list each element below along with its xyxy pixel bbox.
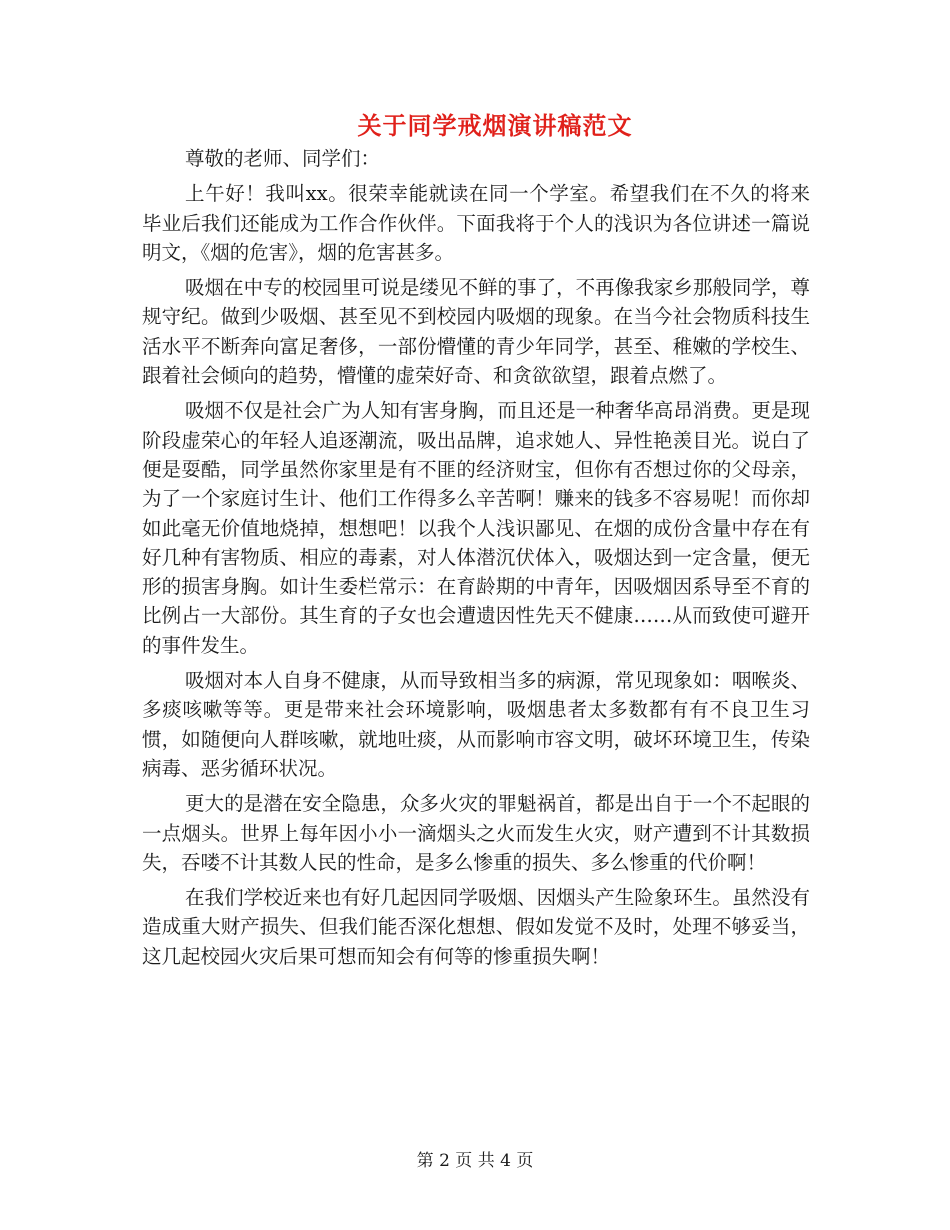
paragraph-greeting: 上午好！我叫xx。很荣幸能就读在同一个学室。希望我们在不久的将来毕业后我们还能成为工作合作伙伴。下面我将于个人的浅识为各位讲述一篇说明文，《烟的危害》，烟的危害甚多。 — [142, 182, 810, 264]
paragraph-fire-hazard: 更大的是潜在安全隐患，众多火灾的罪魁祸首，都是出自于一个不起眼的一点烟头。世界上每年因小小一滴烟头之火而发生火灾，财产遭到不计其数损失，吞喽不计其数人民的性命，是多么惨重的损失、多么惨重的代价啊！ — [142, 792, 810, 874]
document-title: 关于同学戒烟演讲稿范文 — [357, 111, 633, 140]
page-number: 第 2 页 共 4 页 — [416, 1151, 534, 1171]
paragraph-health-harm: 吸烟不仅是社会广为人知有害身胸，而且还是一种奢华高昂消费。更是现阶段虚荣心的年轻人追逐潮流，吸出品牌，追求她人、异性艳羡目光。说白了便是耍酷，同学虽然你家里是有不匪的经济财宝，但你有否想过你的父母亲，为了一个家庭讨生计、他们工作得多么辛苦啊！赚来的钱多不容易呢！而你却如此毫无价值地烧掉，想想吧！以我个人浅识鄙见、在烟的成份含量中存在有好几种有害物质、相应的毒素，对人体潜沉伏体入，吸烟达到一定含量，便无形的损害身胸。如计生委栏常示：在育龄期的中青年，因吸烟因系导至不育的比例占一大部份。其生育的子女也会遭遗因性先天不健康……从而致使可避开的事件发生。 — [142, 399, 810, 657]
paragraph-salutation: 尊敬的老师、同学们： — [185, 147, 381, 170]
document-body — [142, 144, 810, 977]
paragraph-campus-smoking: 吸烟在中专的校园里可说是缕见不鲜的事了，不再像我家乡那般同学，尊规守纪。做到少吸烟、甚至见不到校园内吸烟的现象。在当今社会物质科技生活水平不断奔向富足奢侈，一部份懵懂的青少年同学，甚至、稚嫩的学校生、跟着社会倾向的趋势，懵懂的虚荣好奇、和贪欲欲望，跟着点燃了。 — [142, 276, 810, 388]
paragraph-school-incidents: 在我们学校近来也有好几起因同学吸烟、因烟头产生险象环生。虽然没有造成重大财产损失、但我们能否深化想想、假如发觉不及时，处理不够妥当，这几起校园火灾后果可想而知会有何等的惨重损失啊！ — [142, 886, 810, 968]
paragraph-environment: 吸烟对本人自身不健康，从而导致相当多的病源，常见现象如：咽喉炎、多痰咳嗽等等。更是带来社会环境影响，吸烟患者太多数都有有不良卫生习惯，如随便向人群咳嗽，就地吐痰，从而影响市容文明，破坏环境卫生，传染病毒、恶劣循环状况。 — [142, 669, 810, 780]
